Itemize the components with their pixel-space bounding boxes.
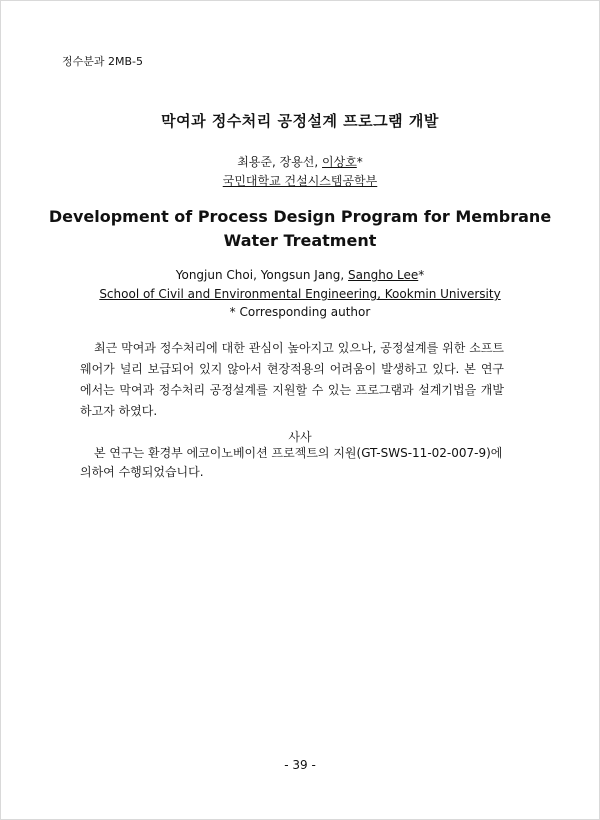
english-title-line-2: Water Treatment	[223, 231, 377, 250]
korean-corresponding-mark: *	[356, 155, 363, 169]
abstract-paragraph: 최근 막여과 정수처리에 대한 관심이 높아지고 있으나, 공정설계를 위한 소프트웨어가 널리 보급되어 있지 않아서 현장적용의 어려움이 발생하고 있다. 본 연구에서는 막여과 정수처리 공정설계를 지원할 수 있는 프로그램과 설계기법을 개발하고자 하였다.	[80, 341, 504, 418]
korean-affiliation: 국민대학교 건설시스템공학부	[222, 174, 378, 188]
session-code: 정수분과 2MB-5	[62, 55, 144, 68]
english-authors	[0, 268, 600, 282]
acknowledgement-paragraph: 본 연구는 환경부 에코이노베이션 프로젝트의 지원(GT-SWS-11-02-007-9)에 의하여 수행되었습니다.	[80, 446, 503, 479]
english-title	[0, 205, 600, 253]
korean-authors-list: 최용준, 장용선,	[237, 155, 323, 169]
english-title-line-1: Development of Process Design Program for Membrane	[48, 207, 552, 226]
english-corresponding-mark: *	[418, 268, 425, 282]
korean-title: 막여과 정수처리 공정설계 프로그램 개발	[161, 112, 439, 130]
english-corresponding-author: Sangho Lee	[348, 268, 419, 282]
page-number: - 39 -	[284, 758, 316, 772]
corresponding-author-note: * Corresponding author	[229, 305, 371, 319]
english-affiliation: School of Civil and Environmental Engineering, Kookmin University	[99, 287, 501, 301]
english-authors-list: Yongjun Choi, Yongsun Jang,	[175, 268, 349, 282]
acknowledgement-heading: 사사	[288, 430, 312, 444]
korean-corresponding-author: 이상호	[322, 155, 357, 169]
korean-authors	[0, 153, 600, 170]
